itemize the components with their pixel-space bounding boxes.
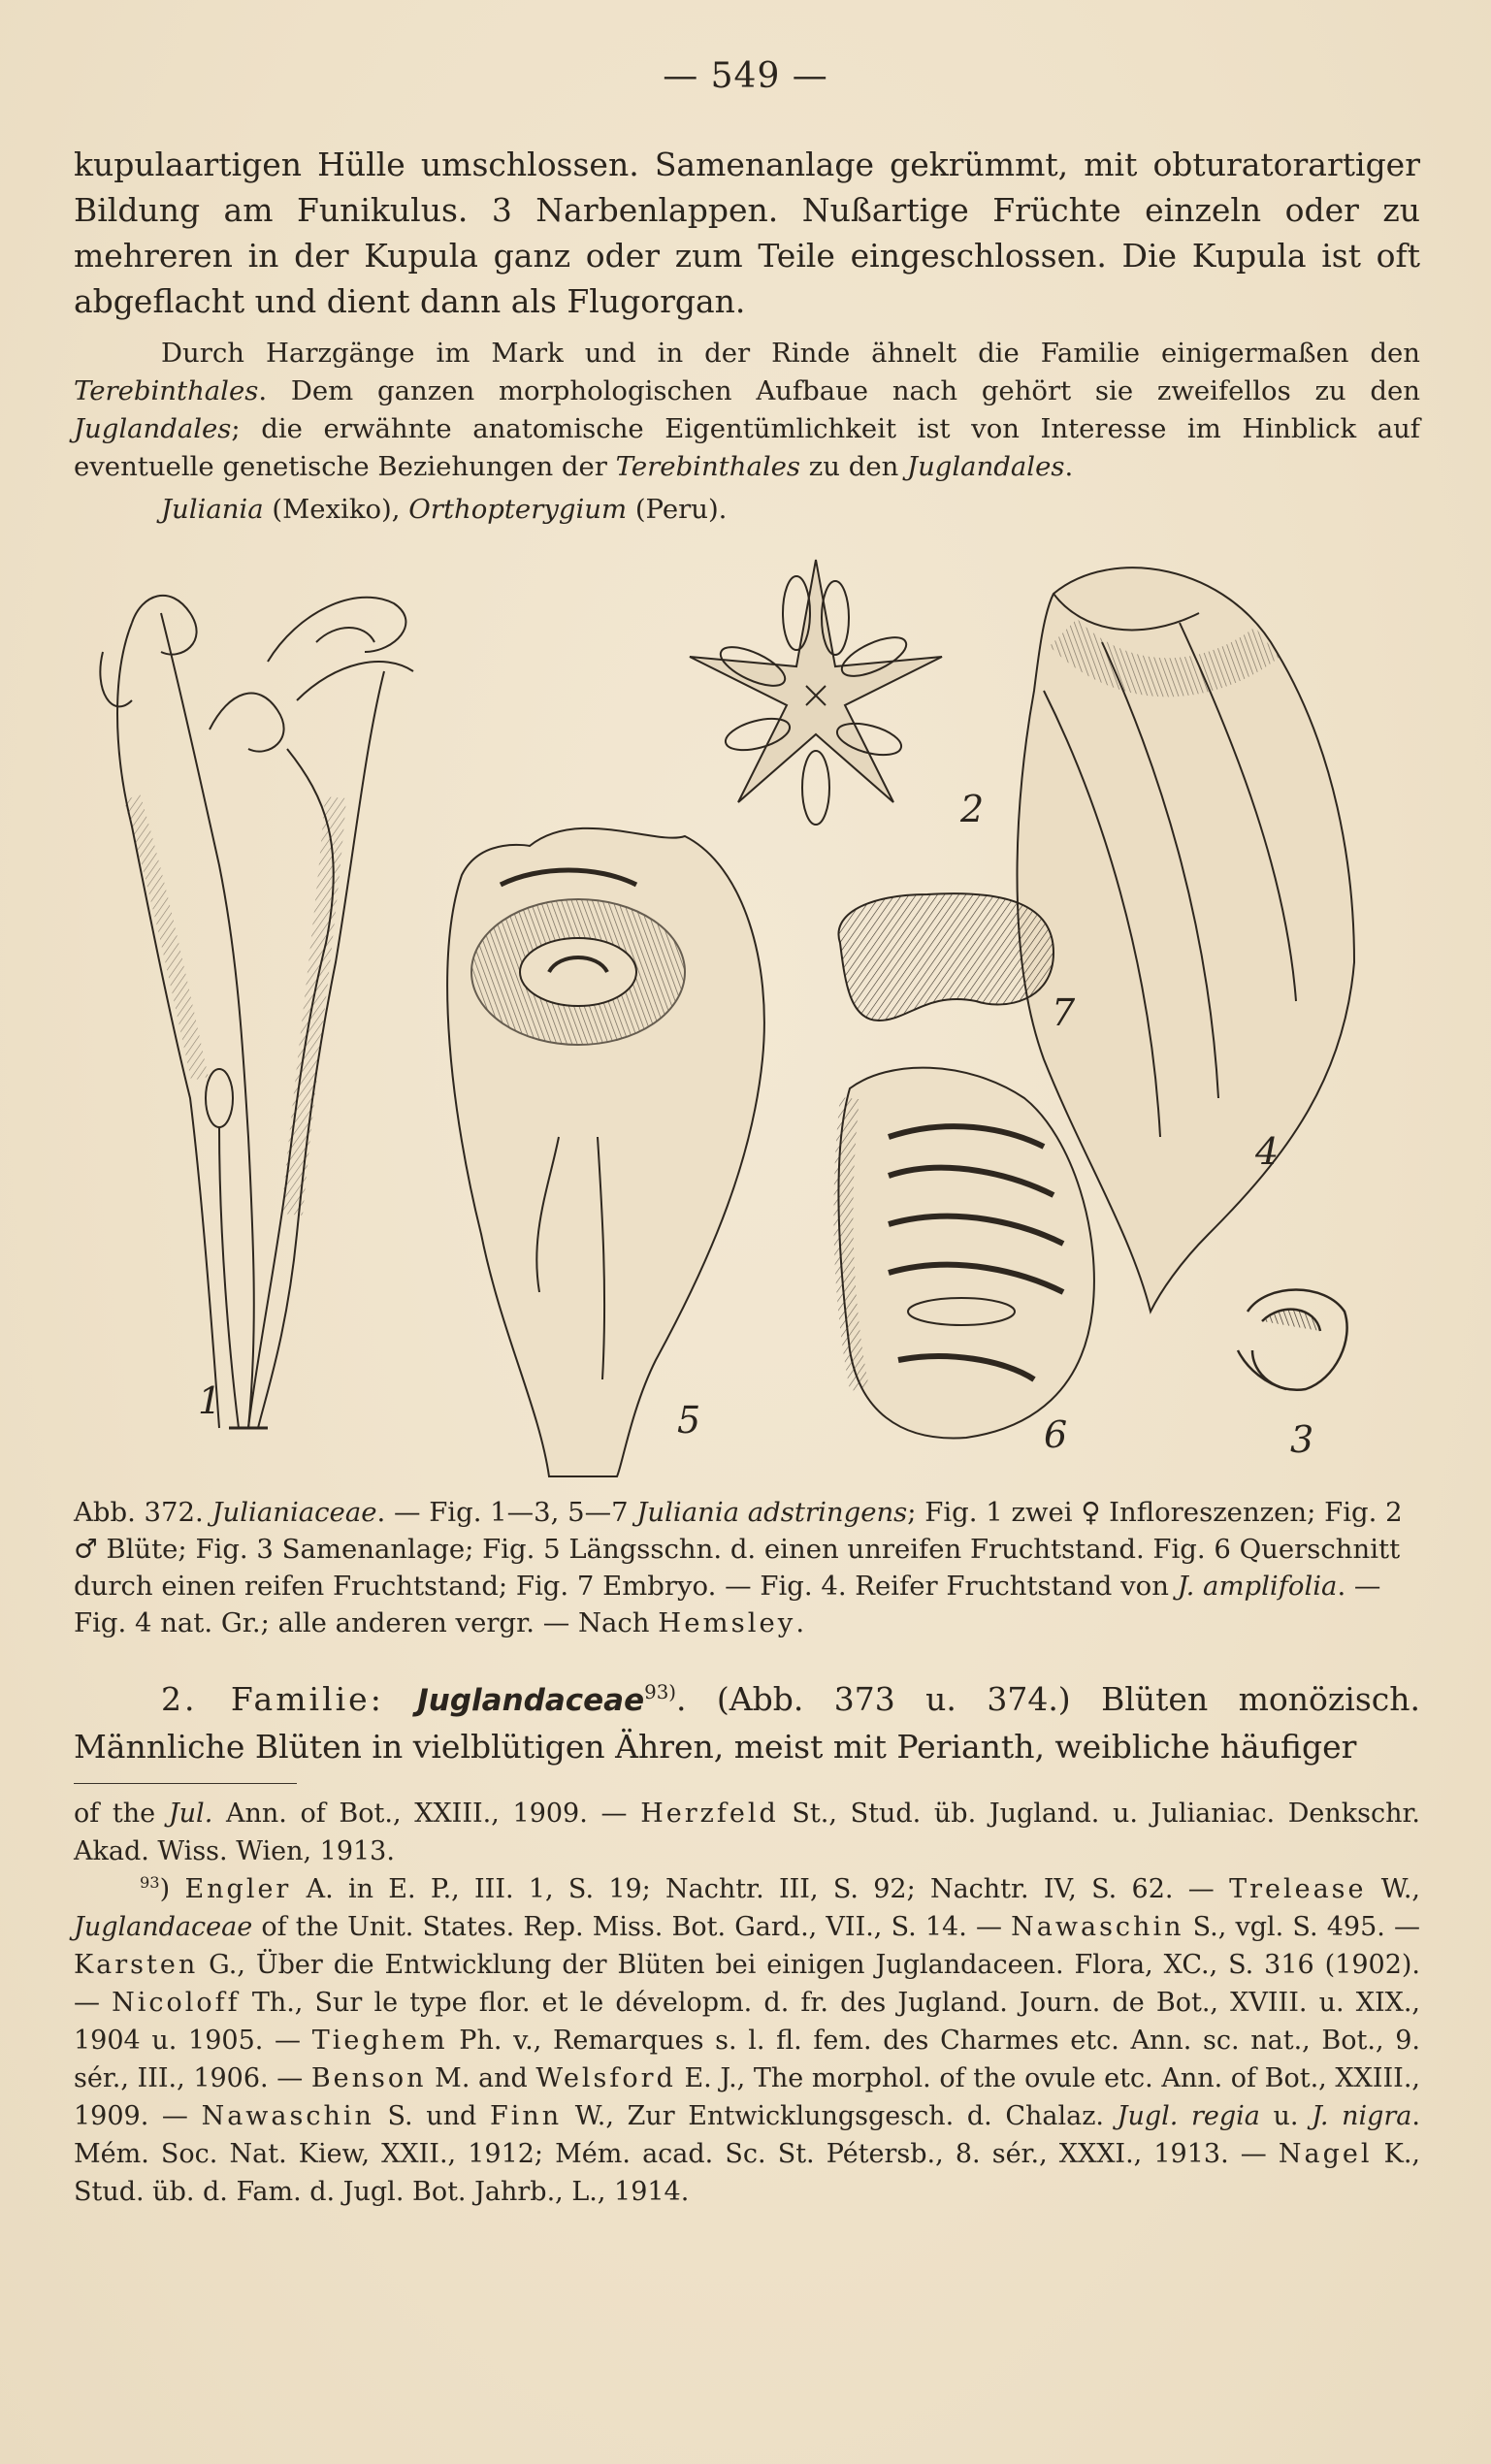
fig5-longitudinal-section [447, 828, 764, 1476]
footnotes [74, 1795, 1420, 2211]
fig-label-2: 2 [960, 788, 985, 830]
fig6-cross-section [838, 1068, 1093, 1439]
fig-label-1: 1 [198, 1379, 222, 1422]
fig-label-7: 7 [1052, 991, 1076, 1034]
genera-line: Juliania (Mexiko), Orthopterygium (Peru). [161, 494, 728, 525]
fig-label-6: 6 [1044, 1413, 1068, 1456]
footnote-continued: of the Jul. Ann. of Bot., XXIII., 1909. — Herzfeld St., Stud. üb. Jugland. u. Julianiac. Denkschr. Akad. Wiss. Wien, 1913. [74, 1799, 1421, 1866]
fig-label-3: 3 [1290, 1418, 1314, 1461]
figure-caption: Abb. 372. Julianiaceae. — Fig. 1—3, 5—7 Juliania adstringens; Fig. 1 zwei ♀ Infloreszenzen; Fig. 2 ♂ Blüte; Fig. 3 Samenanlage; Fig. 5 Längsschn. d. einen unreifen Fruchtstand. Fig. 6 Querschnitt durch einen reifen Fruchtstand; Fig. 7 Embryo. — Fig. 4. Reifer Fruchtstand von J. amplifolia. — Fig. 4 nat. Gr.; alle anderen vergr. — Nach Hemsley. [74, 1497, 1403, 1638]
fig-label-4: 4 [1255, 1130, 1280, 1173]
family-paragraph: 2. Familie: Juglandaceae$^{93)}$. (Abb. 373 u. 374.) Blüten monözisch. Männliche Blüten in vielblütigen Ähren, meist mit Perianth, weibliche häufiger [74, 1680, 1420, 1766]
page-number: — 549 — [663, 56, 828, 96]
fig1-inflorescences [100, 596, 413, 1428]
footnote-93: $^{93}$) Engler A. in E. P., III. 1, S. 19; Nachtr. III, S. 92; Nachtr. IV, S. 62. — Trelease W., Juglandaceae of the Unit. States. Rep. Miss. Bot. Gard., VII., S. 14. — Nawaschin S., vgl. S. 495. — Karsten G., Über die Entwicklung der Blüten bei einigen Juglandaceen. Flora, XC., S. 316 (1902). — Nicoloff Th., Sur le type flor. et le dévelopm. d. fr. des Jugland. Journ. de Bot., XVIII. u. XIX., 1904 u. 1905. — Tieghem Ph. v., Remarques s. l. fl. fem. des Charmes etc. Ann. sc. nat., Bot., 9. sér., III., 1906. — Benson M. and Welsford E. J., The morphol. of the ovule etc. Ann. of Bot., XXIII., 1909. — Nawaschin S. und Finn W., Zur Entwicklungsgesch. d. Chalaz. Jugl. regia u. J. nigra. Mém. Soc. Nat. Kiew, XXII., 1912; Mém. acad. Sc. St. Pétersb., 8. sér., XXXI., 1913. — Nagel K., Stud. üb. d. Fam. d. Jugl. Bot. Jahrb., L., 1914. [74, 1873, 1421, 2207]
anatomy-note: Durch Harzgänge im Mark und in der Rinde ähnelt die Familie einigermaßen den Terebinthales. Dem ganzen morphologischen Aufbaue nach gehört sie zweifellos zu den Juglandales; die erwähnte anatomische Eigentümlichkeit ist von Interesse im Hinblick auf eventuelle genetische Beziehungen der Terebinthales zu den Juglandales. [74, 338, 1420, 482]
top-paragraph: kupulaartigen Hülle umschlossen. Samenanlage gekrümmt, mit obturatorartiger Bildung am Funikulus. 3 Narbenlappen. Nußartige Früchte einzeln oder zu mehreren in der Kupula ganz oder zum Teile eingeschlossen. Die Kupula ist oft abgeflacht und dient dann als Flugorgan. [74, 146, 1420, 320]
fig7-embryo [838, 893, 1053, 1021]
footnote-divider [74, 1783, 297, 1784]
fig3-ovule [1238, 1290, 1347, 1390]
plate-drawing [74, 555, 1420, 1486]
botanical-plate [74, 555, 1420, 1486]
fig-label-5: 5 [677, 1399, 701, 1442]
fig2-male-flower [690, 560, 942, 825]
